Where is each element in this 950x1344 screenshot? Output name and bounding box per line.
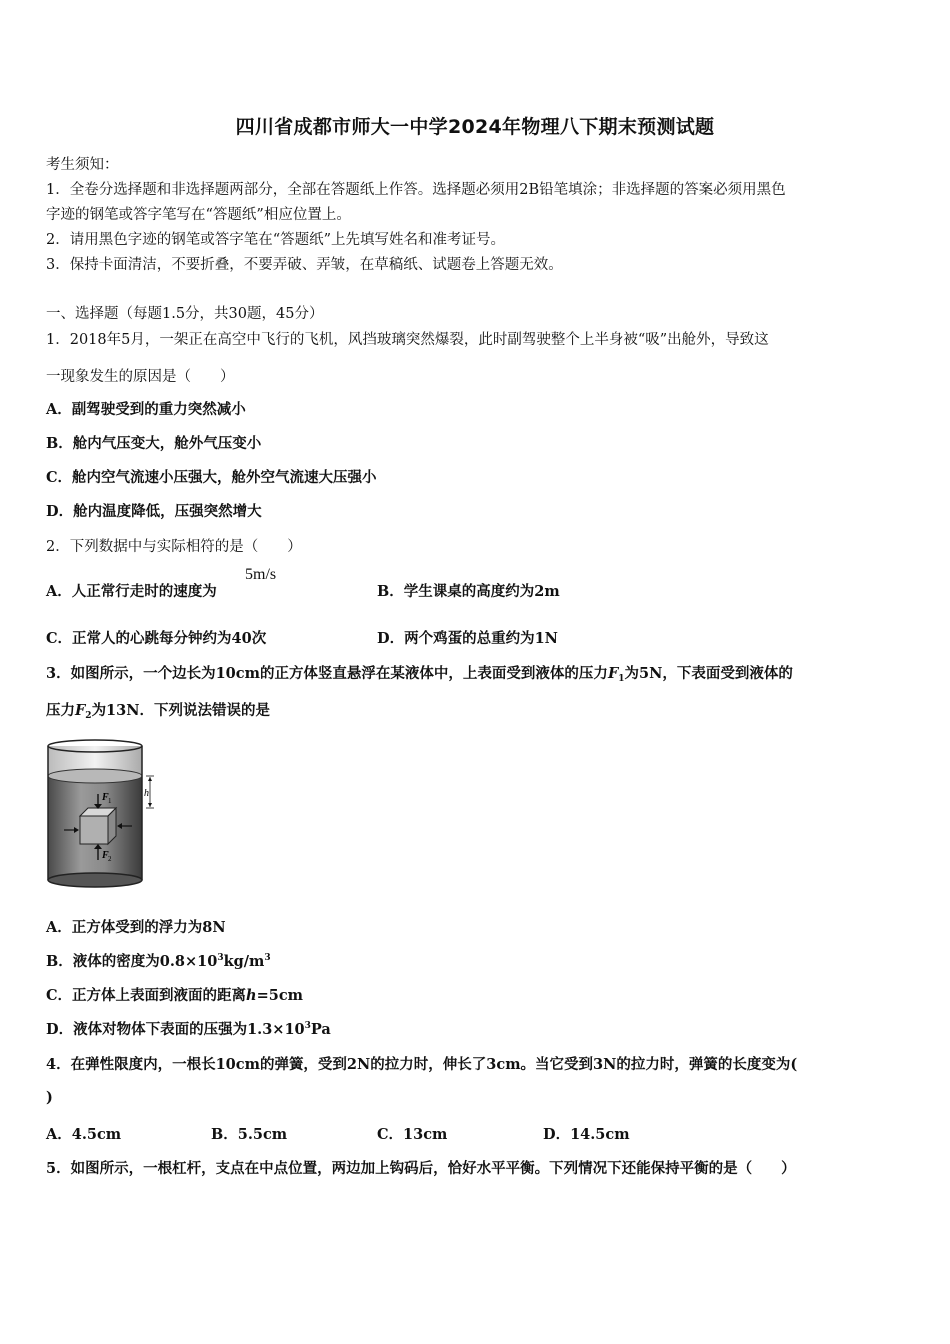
cube: [80, 816, 108, 844]
notice-item-1a: 1．全卷分选择题和非选择题两部分，全部在答题纸上作答。选择题必须用2B铅笔填涂；非选择题的答案必须用黑色: [46, 182, 786, 198]
q3-stem-line2: [46, 699, 270, 721]
q3-option-d-unit: Pa: [310, 1021, 331, 1038]
q3-stem-text-2: 为5N，下表面受到液体的: [624, 665, 793, 682]
q3-stem-text-3: 压力: [46, 702, 75, 719]
q4-option-d: D．14.5cm: [543, 1126, 630, 1143]
notice-item-3: 3．保持卡面清洁，不要折叠，不要弄破、弄皱，在草稿纸、试题卷上答题无效。: [46, 257, 563, 273]
q3-option-b: [46, 950, 271, 971]
q3-option-b-unit: kg/m: [223, 953, 265, 970]
q2-option-a-unit: 5m/s: [245, 566, 277, 583]
q1-option-c: C．舱内空气流速小压强大，舱外空气流速大压强小: [46, 469, 377, 486]
cylinder-bottom: [48, 873, 142, 887]
notice-item-2: 2．请用黑色字迹的钢笔或答字笔在“答题纸”上先填写姓名和准考证号。: [46, 232, 506, 248]
section-heading: 一、选择题（每题1.5分，共30题，45分）: [46, 306, 324, 322]
q3-stem-f2: F: [75, 702, 86, 719]
q4-option-b: B．5.5cm: [211, 1126, 288, 1143]
q1-stem-line2: 一现象发生的原因是（ ）: [46, 369, 235, 385]
q2-option-b: B．学生课桌的高度约为2m: [377, 583, 560, 600]
q2-option-d: D．两个鸡蛋的总重约为1N: [377, 630, 558, 647]
fig-f1-sub: 1: [108, 797, 112, 805]
q3-stem-text-4: 为13N．下列说法错误的是: [91, 702, 270, 719]
page-title: 四川省成都市师大一中学2024年物理八下期末预测试题: [235, 116, 715, 138]
q2-option-a: A．人正常行走时的速度为: [46, 583, 217, 600]
q4-option-c: C．13cm: [377, 1126, 448, 1143]
q3-option-c-h: h: [246, 987, 257, 1004]
q1-option-a: A．副驾驶受到的重力突然减小: [46, 401, 246, 418]
q3-stem-f1: F: [607, 665, 619, 682]
liquid-surface: [48, 769, 142, 783]
q3-stem-line1: [46, 662, 793, 684]
q3-option-a: A．正方体受到的浮力为8N: [46, 919, 226, 936]
q3-stem-f1-sub: 1: [618, 674, 625, 684]
q3-option-c-val: =5cm: [256, 987, 304, 1004]
fig-f2-label: F: [102, 850, 109, 861]
q4-option-a: A．4.5cm: [46, 1126, 122, 1143]
q3-option-d: [46, 1018, 331, 1039]
q3-figure-cylinder: [42, 738, 162, 893]
q1-stem-line1: 1．2018年5月，一架正在高空中飞行的飞机，风挡玻璃突然爆裂，此时副驾驶整个上半身被“吸”出舱外，导致这: [46, 332, 769, 348]
q3-option-b-sup2: 3: [264, 953, 271, 963]
q1-option-b: B．舱内气压变大，舱外气压变小: [46, 435, 262, 452]
q4-stem-line2: ): [46, 1089, 53, 1106]
notice-item-1b: 字迹的钢笔或答字笔写在“答题纸”相应位置上。: [46, 207, 351, 223]
q2-option-c: C．正常人的心跳每分钟约为40次: [46, 630, 267, 647]
q3-option-d-text: D．液体对物体下表面的压强为1.3×10: [46, 1021, 305, 1038]
q3-option-c: [46, 984, 303, 1005]
q3-option-b-text: B．液体的密度为0.8×10: [46, 953, 218, 970]
q1-option-d: D．舱内温度降低，压强突然增大: [46, 503, 262, 520]
q2-stem: 2．下列数据中与实际相符的是（ ）: [46, 539, 302, 555]
q5-stem: 5．如图所示，一根杠杆，支点在中点位置，两边加上钩码后，恰好水平平衡。下列情况下还能保持平衡的是（ ）: [46, 1160, 796, 1177]
q3-stem-text-1: 3．如图所示，一个边长为10cm的正方体竖直悬浮在某液体中，上表面受到液体的压力: [46, 665, 608, 682]
fig-h-label: h: [144, 788, 149, 799]
q3-option-b-sup1: 3: [217, 953, 224, 963]
q4-stem-line1: 4．在弹性限度内，一根长10cm的弹簧，受到2N的拉力时，伸长了3cm。当它受到3N的拉力时，弹簧的长度变为(: [46, 1056, 798, 1073]
fig-f2-sub: 2: [108, 855, 112, 863]
q3-option-c-text: C．正方体上表面到液面的距离: [46, 987, 247, 1004]
q3-option-d-sup: 3: [304, 1021, 311, 1031]
notice-heading: 考生须知：: [46, 157, 119, 173]
fig-f1-label: F: [102, 792, 109, 803]
q3-stem-f2-sub: 2: [85, 711, 92, 721]
